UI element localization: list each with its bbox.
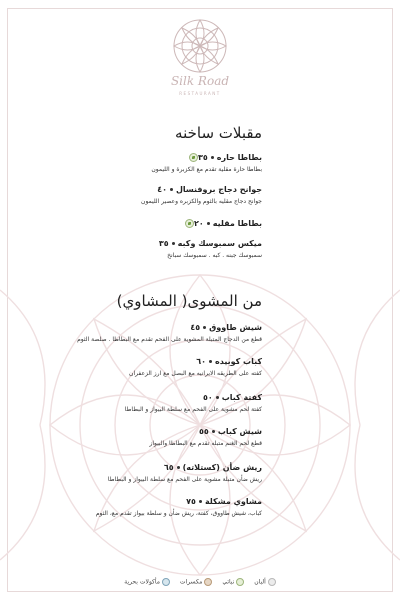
menu-item-header	[12, 218, 262, 229]
legend-label: مأكولات بحرية	[124, 578, 160, 586]
menu-item	[12, 238, 262, 261]
menu-item	[12, 356, 262, 379]
section-title: من المشوى( المشاوي)	[116, 292, 262, 310]
item-name: كباب كوبيده	[214, 357, 262, 366]
item-name: ميكس سمبوسك وكبه	[177, 239, 262, 248]
leaf-icon	[185, 219, 194, 228]
item-price: ٦٥	[163, 463, 174, 472]
menu-item-header	[12, 356, 262, 367]
fish-icon	[162, 578, 170, 586]
item-description: كفته على الطريقه الايرانيه مع البصل مع ارز الزعفران	[129, 370, 262, 377]
separator-dot-icon	[209, 360, 212, 363]
menu-item	[12, 462, 262, 485]
separator-dot-icon	[216, 396, 219, 399]
item-name: بطاطا حاره	[216, 153, 262, 162]
legend-label: ألبان	[254, 578, 266, 586]
legend-label: نباتي	[222, 578, 235, 586]
item-name: ريش ضأن (كستلاته)	[182, 463, 262, 472]
separator-dot-icon	[203, 326, 206, 329]
item-price: ٧٥	[186, 497, 196, 506]
item-name: مشاوي مشكلة	[204, 497, 262, 506]
item-name: بطاطا مقليه	[212, 219, 262, 228]
allergen-legend	[0, 578, 400, 586]
menu-item-header	[12, 496, 262, 507]
item-description: جوانح دجاج مقليه بالثوم والكزبره وعصير الليمون	[141, 198, 262, 205]
legend-item	[254, 578, 276, 586]
separator-dot-icon	[172, 242, 175, 245]
item-description: كفتة لحم مشوية على الفحم مع سلطة البيواز و البطاطا	[124, 406, 262, 413]
legend-item	[222, 578, 244, 586]
separator-dot-icon	[212, 430, 215, 433]
item-price: ٤٠	[157, 185, 167, 194]
item-name: كفتة كباب	[221, 393, 262, 402]
menu-item-header	[12, 184, 262, 195]
item-price: ٥٥	[199, 427, 209, 436]
menu-item-header	[12, 462, 262, 473]
separator-dot-icon	[207, 222, 210, 225]
item-price: ٢٠	[194, 219, 204, 228]
menu-item-header	[12, 152, 262, 163]
separator-dot-icon	[177, 466, 180, 469]
item-price: ٤٥	[190, 323, 201, 332]
item-name: شيش كباب	[217, 427, 262, 436]
legend-item	[180, 578, 213, 586]
menu-item	[12, 322, 262, 345]
menu-item-header	[12, 238, 262, 249]
nut-icon	[204, 578, 212, 586]
menu-item	[12, 152, 262, 175]
separator-dot-icon	[211, 156, 214, 159]
logo-icon	[170, 16, 230, 76]
brand-name: Silk Road	[170, 74, 230, 88]
menu-item	[12, 392, 262, 415]
item-description: قطع لحم الغنم متبله تقدم مع البطاطا والبيواز	[149, 440, 262, 447]
menu-item-header	[12, 392, 262, 403]
item-description: بطاطا حارة مقلية تقدم مع الكزبرة و الليمون	[151, 166, 262, 173]
item-description: ريش ضأن متبلة مشوية على الفحم مع سلطة البيواز و البطاطا	[107, 476, 262, 483]
legend-label: مكسرات	[179, 578, 203, 586]
item-description: قطع من الدجاج المتبلة المشوية على الفحم تقدم مع البطاطا . صلصة الثوم	[77, 336, 262, 343]
item-price: ٣٥	[198, 153, 208, 162]
item-price: ٣٥	[158, 239, 169, 248]
menu-item	[12, 496, 262, 519]
leaf-icon	[189, 153, 198, 162]
item-description: كباب، شيش طاووق، كفتة، ريش ضأن و سلطة بيواز تقدم مع، الثوم	[95, 510, 262, 517]
separator-dot-icon	[170, 188, 173, 191]
menu-item	[12, 184, 262, 207]
milk-icon	[268, 578, 276, 586]
item-price: ٥٠	[202, 393, 213, 402]
item-name: جوانح دجاج بروفنسال	[175, 185, 262, 194]
item-description: سمبوسك جبنه . كبه . سمبوسك سبانخ	[167, 252, 262, 259]
menu-item	[12, 426, 262, 449]
menu-item	[12, 218, 262, 229]
section-title: مقبلات ساخنه	[175, 124, 262, 142]
menu-item-header	[12, 322, 262, 333]
separator-dot-icon	[199, 500, 202, 503]
item-price: ٦٠	[196, 357, 206, 366]
menu-item-header	[12, 426, 262, 437]
legend-item	[124, 578, 170, 586]
item-name: شيش طاووق	[209, 323, 262, 332]
brand-subtitle: RESTAURANT	[179, 91, 221, 96]
leaf-icon	[236, 578, 244, 586]
